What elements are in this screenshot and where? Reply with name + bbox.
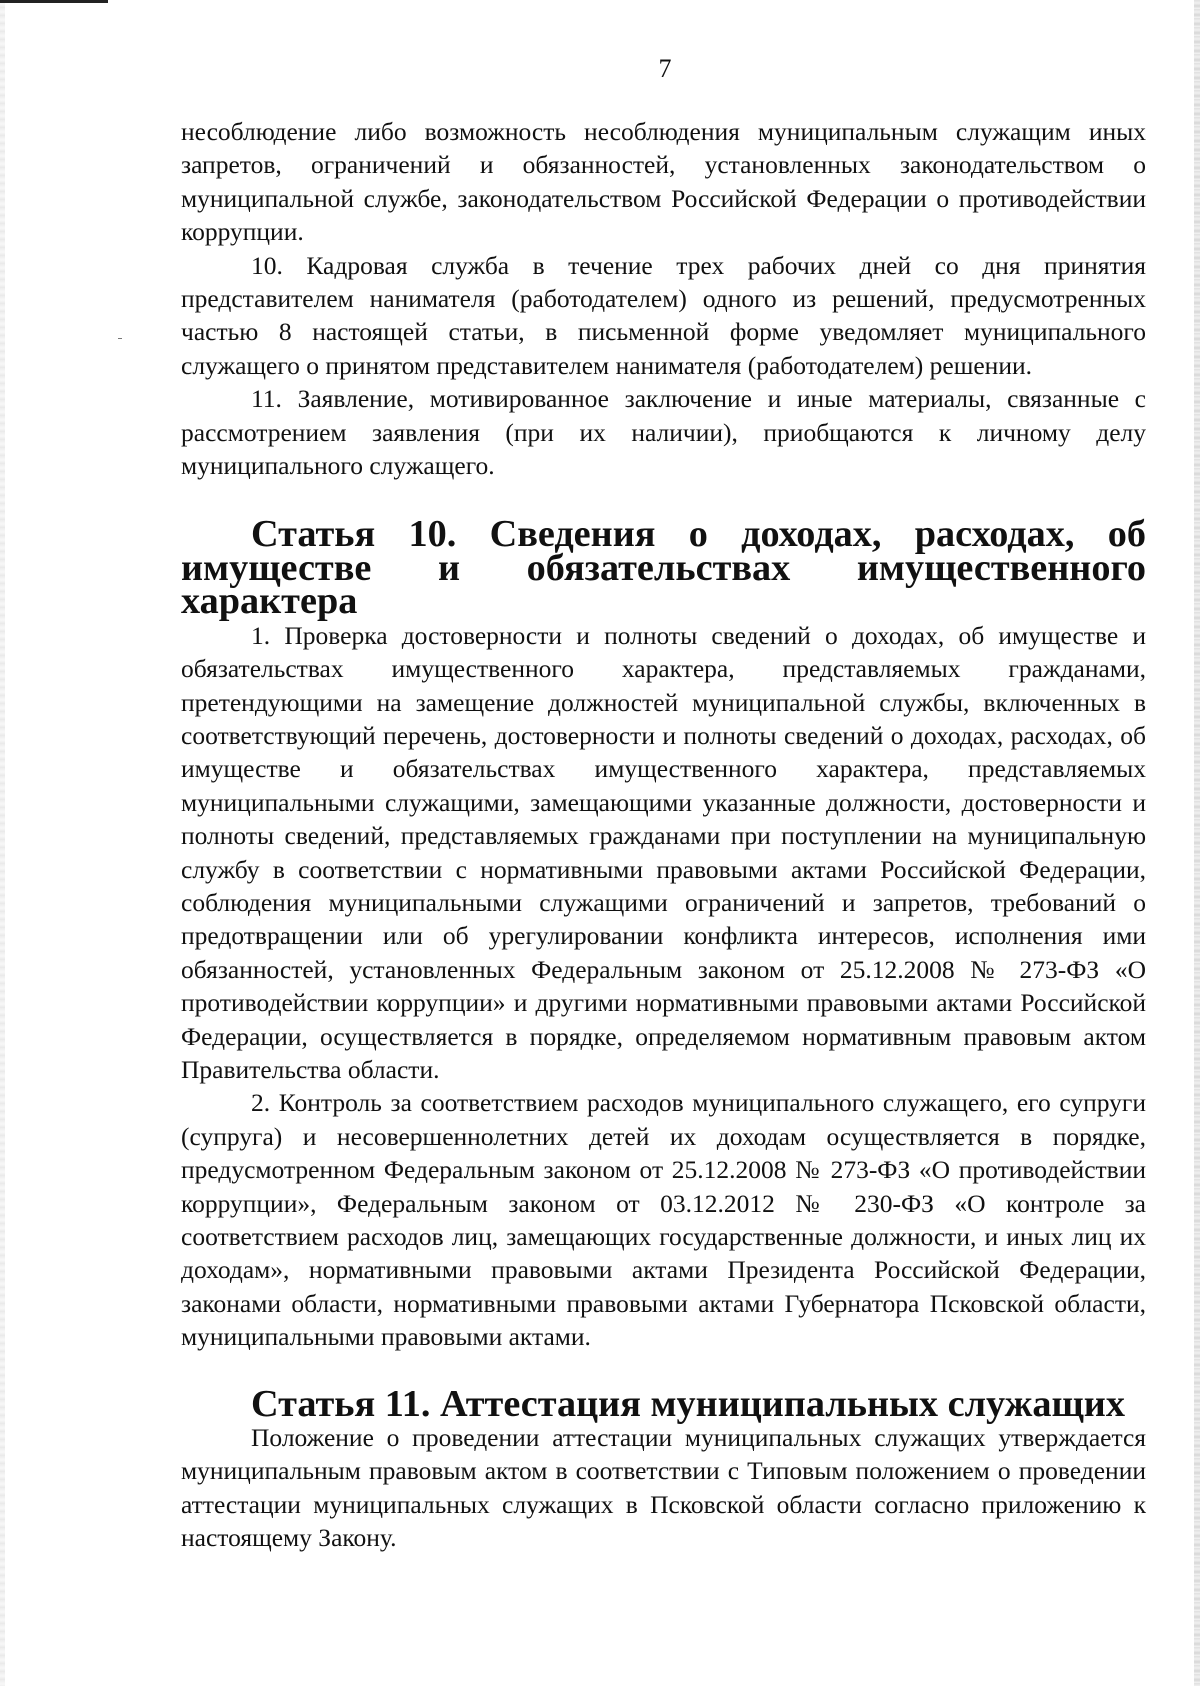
document-body	[181, 115, 1146, 1555]
article-11-heading: Статья 11. Аттестация муниципальных служащих	[251, 1382, 1125, 1425]
scan-edge-top	[0, 0, 108, 3]
page-number: 7	[658, 54, 672, 83]
scan-edge-right	[1194, 0, 1200, 1686]
article-11-paragraph: Положение о проведении аттестации муниципальных служащих утверждается муниципальным правовым актом в соответствии с Типовым положением о проведении аттестации муниципальных служащих в Псковской области согласно приложению к настоящему Закону.	[181, 1423, 1146, 1553]
article-10-paragraph-2: 2. Контроль за соответствием расходов муниципального служащего, его супруги (супруга) и несовершеннолетних детей их доходам осуществляется в порядке, предусмотренном Федеральным законом от 25.12.2008 № 273-ФЗ «О противодействии коррупции», Федеральным законом от 03.12.2012 № 230-ФЗ «О контроле за соответствием расходов лиц, замещающих государственные должности, и иных лиц их доходам», нормативными правовыми актами Президента Российской Федерации, законами области, нормативными правовыми актами Губернатора Псковской области, муниципальными правовыми актами.	[181, 1088, 1146, 1352]
paragraph-item-10: 10. Кадровая служба в течение трех рабочих дней со дня принятия представителем нанимателя (работодателем) одного из решений, предусмотренных частью 8 настоящей статьи, в письменной форме уведомляет муниципального служащего о принятом представителем нанимателя (работодателем) решении.	[181, 250, 1146, 380]
paragraph-item-11: 11. Заявление, мотивированное заключение и иные материалы, связанные с рассмотрением заявления (при их наличии), приобщаются к личному делу муниципального служащего.	[181, 384, 1146, 481]
article-10-paragraph-1: 1. Проверка достоверности и полноты сведений о доходах, об имуществе и обязательствах имущественного характера, представляемых гражданами, претендующими на замещение должностей муниципальной службы, включенных в соответствующий перечень, достоверности и полноты сведений о доходах, расходах, об имуществе и обязательствах имущественного характера, представляемых муниципальными служащими, замещающими указанные должности, достоверности и полноты сведений, представляемых гражданами при поступлении на муниципальную службу в соответствии с нормативными правовыми актами Российской Федерации, соблюдения муниципальными служащими ограничений и запретов, требований о предотвращении или об урегулировании конфликта интересов, исполнения ими обязанностей, установленных Федеральным законом от 25.12.2008 № 273-ФЗ «О противодействии коррупции» и другими нормативными правовыми актами Российской Федерации, осуществляется в порядке, определяемом нормативным правовым актом Правительства области.	[181, 620, 1146, 1084]
margin-mark	[118, 338, 122, 339]
paragraph-continuation: несоблюдение либо возможность несоблюдения муниципальным служащим иных запретов, ограничений и обязанностей, установленных законодательством о муниципальной службе, законодательством Российской Федерации о противодействии коррупции.	[181, 117, 1146, 247]
article-10-heading: Статья 10. Сведения о доходах, расходах, об имуществе и обязательствах имущественного характера	[181, 513, 1146, 623]
scan-edge-left	[0, 0, 5, 1686]
